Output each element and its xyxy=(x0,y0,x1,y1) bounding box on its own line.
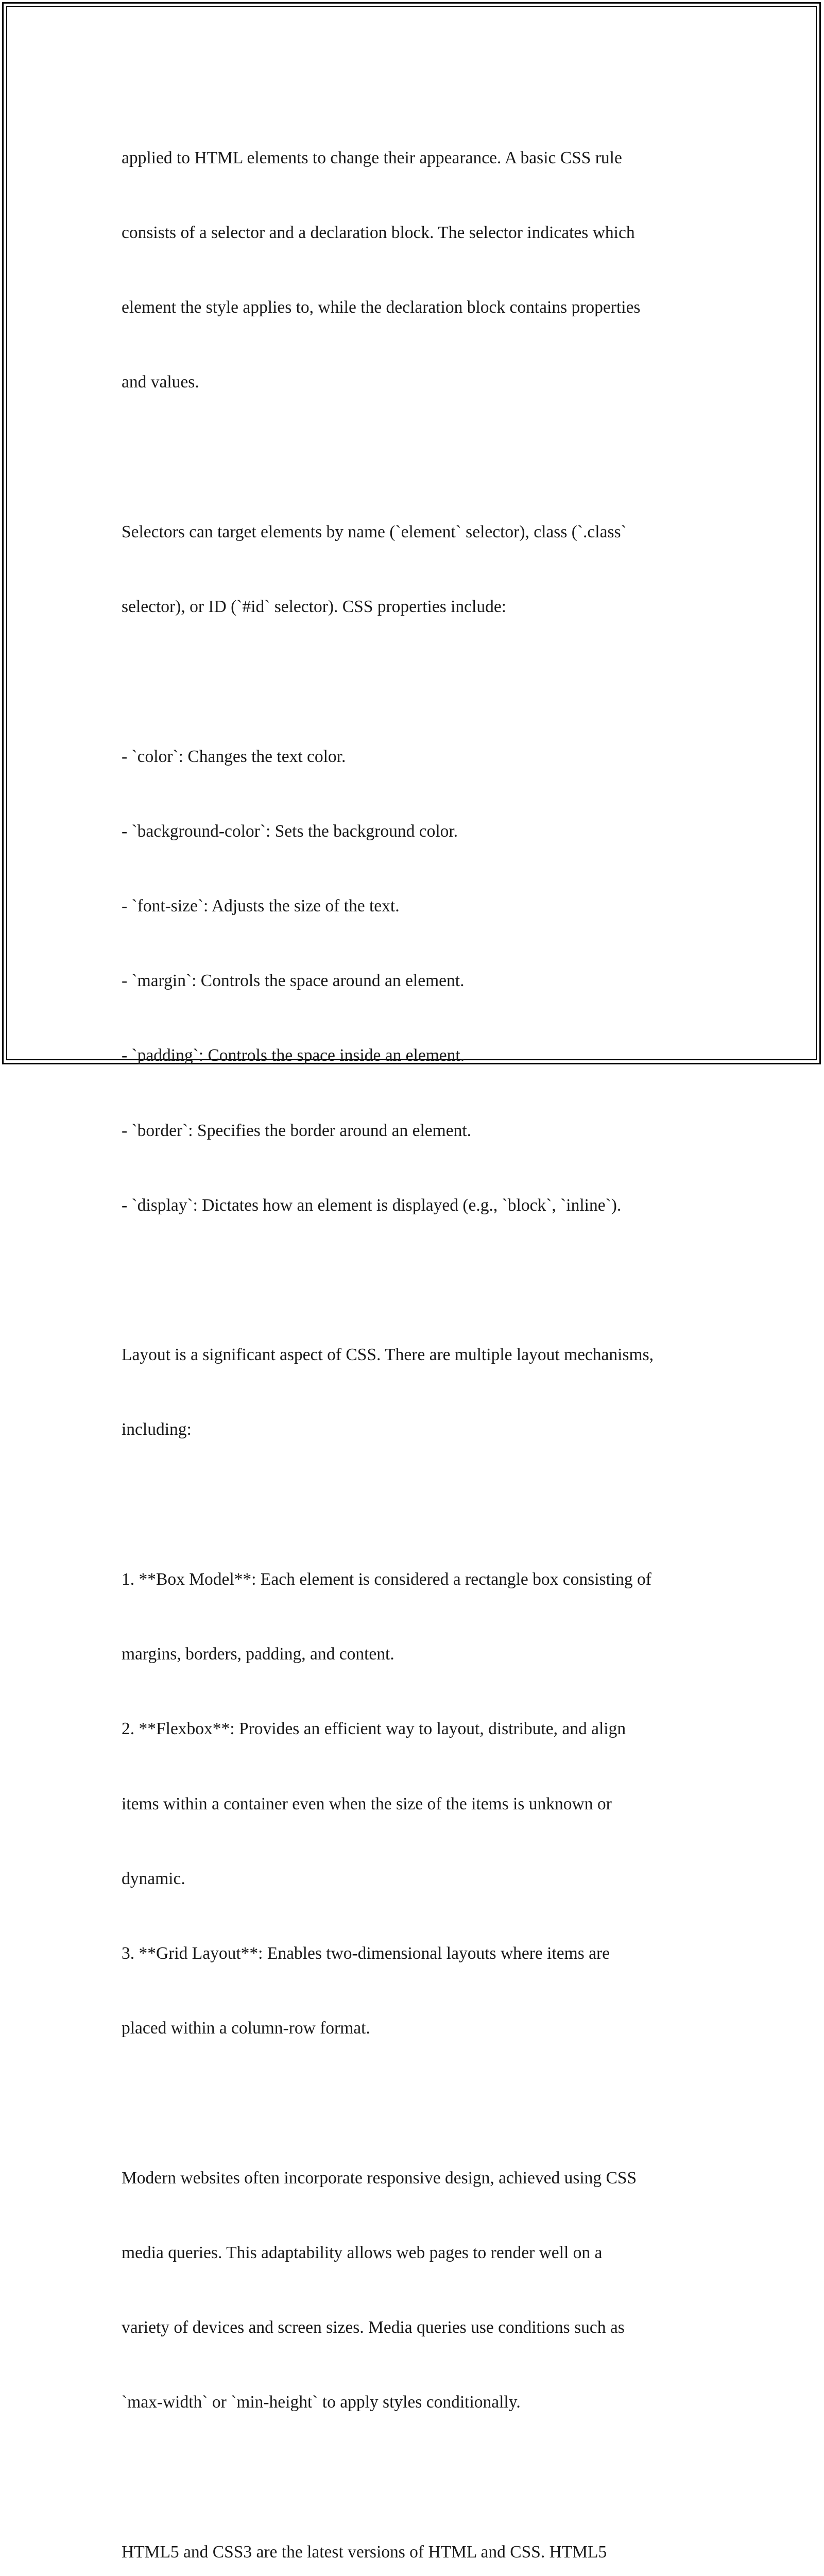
paragraph-selectors xyxy=(122,470,719,669)
paragraph-html5-css3 xyxy=(122,2490,719,2576)
document-body xyxy=(122,96,719,2576)
text-line: `max-width` or `min-height` to apply styles conditionally. xyxy=(122,2393,521,2412)
text-line: HTML5 and CSS3 are the latest versions of HTML and CSS. HTML5 xyxy=(122,2542,607,2562)
list-item: margins, borders, padding, and content. xyxy=(122,1645,394,1664)
list-item: - `border`: Specifies the border around an element. xyxy=(122,1121,472,1140)
text-line: element the style applies to, while the declaration block contains properties xyxy=(122,298,641,317)
list-item: - `background-color`: Sets the background color. xyxy=(122,821,458,841)
text-line: Layout is a significant aspect of CSS. There are multiple layout mechanisms, xyxy=(122,1345,654,1365)
list-item: 3. **Grid Layout**: Enables two-dimensional layouts where items are xyxy=(122,1944,610,1963)
text-line: Modern websites often incorporate responsive design, achieved using CSS xyxy=(122,2168,637,2188)
list-layout-mechanisms xyxy=(122,1517,719,2091)
list-item: - `padding`: Controls the space inside an element. xyxy=(122,1046,465,1065)
list-item: items within a container even when the size of the items is unknown or xyxy=(122,1794,612,1814)
list-item: placed within a column-row format. xyxy=(122,2019,370,2038)
text-line: and values. xyxy=(122,372,199,392)
list-css-properties xyxy=(122,694,719,1268)
text-line: including: xyxy=(122,1420,192,1439)
text-line: Selectors can target elements by name (`element` selector), class (`.class` xyxy=(122,522,627,541)
paragraph-css-rules xyxy=(122,96,719,445)
paragraph-layout xyxy=(122,1293,719,1492)
list-item: - `font-size`: Adjusts the size of the text. xyxy=(122,896,400,916)
text-line: media queries. This adaptability allows web pages to render well on a xyxy=(122,2243,603,2262)
text-line: selector), or ID (`#id` selector). CSS properties include: xyxy=(122,597,507,617)
text-line: variety of devices and screen sizes. Media queries use conditions such as xyxy=(122,2318,625,2337)
list-item: 1. **Box Model**: Each element is considered a rectangle box consisting of xyxy=(122,1569,651,1589)
list-item: dynamic. xyxy=(122,1869,185,1888)
list-item: - `display`: Dictates how an element is displayed (e.g., `block`, `inline`). xyxy=(122,1195,622,1215)
paragraph-responsive-design xyxy=(122,2116,719,2465)
list-item: 2. **Flexbox**: Provides an efficient way to layout, distribute, and align xyxy=(122,1719,626,1739)
list-item: - `margin`: Controls the space around an element. xyxy=(122,971,465,991)
text-line: applied to HTML elements to change their appearance. A basic CSS rule xyxy=(122,148,622,167)
text-line: consists of a selector and a declaration block. The selector indicates which xyxy=(122,223,635,243)
list-item: - `color`: Changes the text color. xyxy=(122,747,346,766)
